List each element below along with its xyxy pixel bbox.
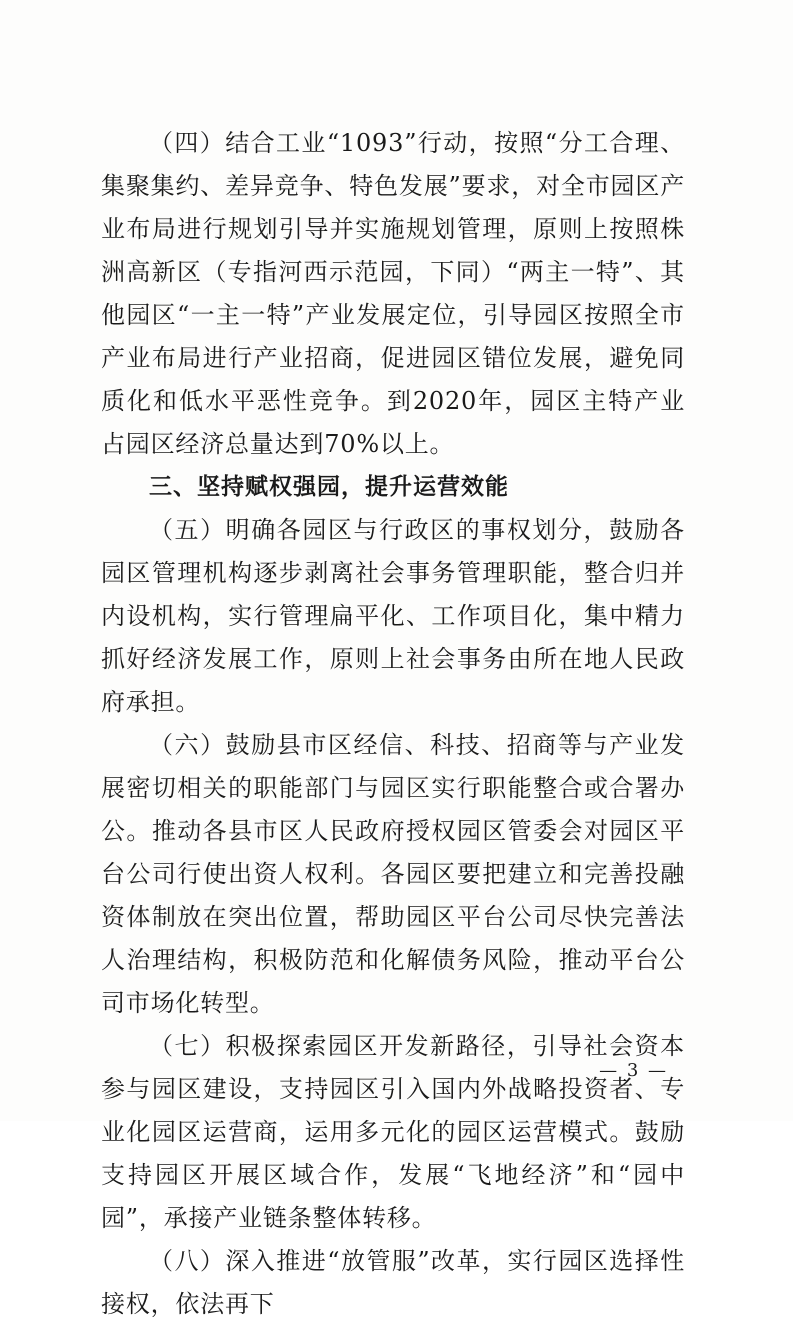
paragraph-7: （七）积极探索园区开发新路径，引导社会资本参与园区建设，支持园区引入国内外战略投资者、专业化园区运营商，运用多元化的园区运营模式。鼓励支持园区开展区域合作，发展“飞地经济”和“园中园”，承接产业链条整体转移。 (101, 1032, 685, 1232)
paragraph-8: （八）深入推进“放管服”改革，实行园区选择性接权，依法再下 (101, 1247, 685, 1318)
paragraph-6: （六）鼓励县市区经信、科技、招商等与产业发展密切相关的职能部门与园区实行职能整合或合署办公。推动各县市区人民政府授权园区管委会对园区平台公司行使出资人权利。各园区要把建立和完善投融资体制放在突出位置，帮助园区平台公司尽快完善法人治理结构，积极防范和化解债务风险，推动平台公司市场化转型。 (101, 731, 685, 1017)
page-number: — 3 — (599, 1060, 668, 1081)
paragraph-4: （四）结合工业“1093”行动，按照“分工合理、集聚集约、差异竞争、特色发展”要求，对全市园区产业布局进行规划引导并实施规划管理，原则上按照株洲高新区（专指河西示范园，下同）“两主一特”、其他园区“一主一特”产业发展定位，引导园区按照全市产业布局进行产业招商，促进园区错位发展，避免同质化和低水平恶性竞争。到2020年，园区主特产业占园区经济总量达到70%以上。 (101, 129, 685, 458)
paragraph-5: （五）明确各园区与行政区的事权划分，鼓励各园区管理机构逐步剥离社会事务管理职能，整合归并内设机构，实行管理扁平化、工作项目化，集中精力抓好经济发展工作，原则上社会事务由所在地人民政府承担。 (101, 516, 685, 716)
document-body (101, 122, 685, 1326)
section-heading-3: 三、坚持赋权强园，提升运营效能 (149, 474, 509, 500)
